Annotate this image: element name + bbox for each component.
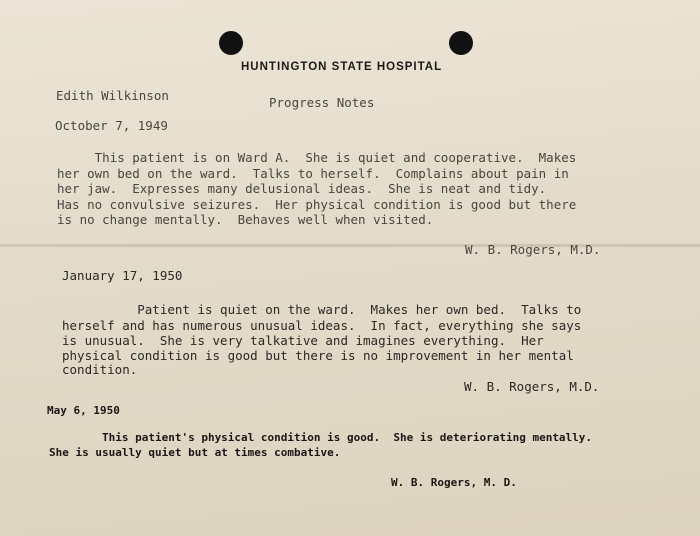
entry-signature: W. B. Rogers, M.D. [464, 379, 600, 394]
entry-line: herself and has numerous unusual ideas. In fact, everything she says [62, 318, 582, 333]
entry-line: physical condition is good but there is no improvement in her mental [62, 348, 574, 363]
hospital-letterhead: HUNTINGTON STATE HOSPITAL [241, 61, 443, 73]
entry-line: is no change mentally. Behaves well when visited. [57, 212, 434, 227]
entry-line: Patient is quiet on the ward. Makes her own bed. Talks to [62, 302, 582, 317]
entry-signature: W. B. Rogers, M.D. [465, 242, 601, 257]
entry-line: her jaw. Expresses many delusional ideas. She is neat and tidy. [57, 181, 547, 196]
entry-date: May 6, 1950 [47, 404, 120, 417]
entry-line: This patient is on Ward A. She is quiet and cooperative. Makes [57, 150, 577, 165]
entry-date: January 17, 1950 [62, 268, 183, 283]
document-title: Progress Notes [269, 95, 375, 110]
entry-date: October 7, 1949 [55, 118, 168, 133]
entry-line: is unusual. She is very talkative and imagines everything. Her [62, 333, 544, 348]
entry-line: Has no convulsive seizures. Her physical condition is good but there [57, 197, 577, 212]
entry-line: She is usually quiet but at times combative. [49, 446, 341, 459]
entry-line: her own bed on the ward. Talks to herself. Complains about pain in [57, 166, 569, 181]
punch-hole-left [219, 31, 243, 55]
entry-line: This patient's physical condition is good. She is deteriorating mentally. [49, 431, 593, 444]
punch-hole-right [449, 31, 473, 55]
patient-name: Edith Wilkinson [56, 88, 169, 103]
entry-line: condition. [62, 362, 138, 377]
entry-signature: W. B. Rogers, M. D. [391, 476, 517, 489]
